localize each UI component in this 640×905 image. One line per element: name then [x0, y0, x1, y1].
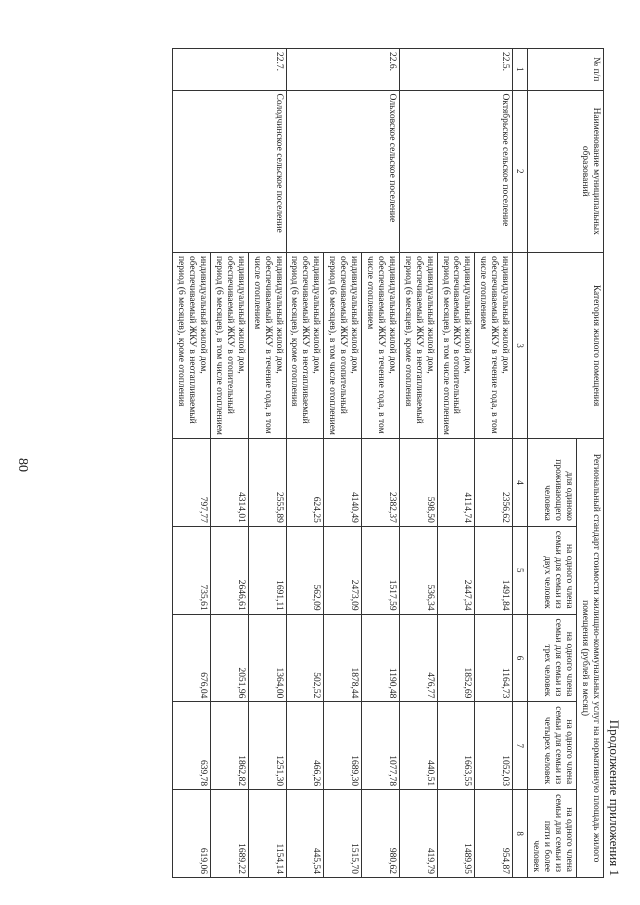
value-cell: 2555,89	[248, 439, 286, 527]
header-sub-5: на одного члена семьи для семьи из пяти и более человек	[528, 790, 577, 878]
rotated-table-sheet	[57, 48, 622, 878]
category-text: индивидуальный жилой дом, обеспечиваемый ЖКУ в неотапливаемый период (6 месяцев), кроме отопления	[286, 252, 324, 438]
value-cell: 1689,22	[211, 790, 249, 878]
header-num: № п/п	[528, 49, 604, 91]
housing-cost-table	[172, 48, 604, 878]
col-index: 8	[513, 790, 528, 878]
col-index: 2	[513, 90, 528, 252]
header-sub-3: на одного члена семьи для семьи из трех человек	[528, 614, 577, 702]
value-cell: 2447,34	[437, 526, 475, 614]
col-index: 4	[513, 439, 528, 527]
value-cell: 502,52	[286, 614, 324, 702]
value-cell: 1663,55	[437, 702, 475, 790]
value-cell: 2473,09	[324, 526, 362, 614]
row-number: 22.6.	[286, 49, 399, 91]
table-row	[475, 49, 513, 878]
category-text: индивидуальный жилой дом, обеспечиваемый ЖКУ в течение года, в том числе отоплением	[362, 252, 400, 438]
continuation-note: Продолжение приложения 1	[607, 719, 622, 876]
value-cell: 676,04	[173, 614, 211, 702]
value-cell: 1862,82	[211, 702, 249, 790]
table-row	[362, 49, 400, 878]
value-cell: 1852,69	[437, 614, 475, 702]
value-cell: 1515,70	[324, 790, 362, 878]
value-cell: 1517,59	[362, 526, 400, 614]
value-cell: 476,77	[399, 614, 437, 702]
value-cell: 735,61	[173, 526, 211, 614]
column-index-row	[513, 49, 528, 878]
category-text: индивидуальный жилой дом, обеспечиваемый ЖКУ в отопительный период (6 месяцев), в том числе отоплением	[211, 252, 249, 438]
value-cell: 1489,95	[437, 790, 475, 878]
category-text: индивидуальный жилой дом, обеспечиваемый ЖКУ в течение года, в том числе отоплением	[475, 252, 513, 438]
value-cell: 1251,30	[248, 702, 286, 790]
value-cell: 1077,78	[362, 702, 400, 790]
category-text: индивидуальный жилой дом, обеспечиваемый ЖКУ в неотапливаемый период (6 месяцев), кроме отопления	[173, 252, 211, 438]
value-cell: 2051,96	[211, 614, 249, 702]
col-index: 1	[513, 49, 528, 91]
value-cell: 624,25	[286, 439, 324, 527]
header-municipality: Наименование муниципальных образований	[528, 90, 604, 252]
category-text: индивидуальный жилой дом, обеспечиваемый ЖКУ в отопительный период (6 месяцев), в том числе отоплением	[324, 252, 362, 438]
value-cell: 954,87	[475, 790, 513, 878]
municipality-name: Ольховское сельское поселение	[286, 90, 399, 252]
value-cell: 536,34	[399, 526, 437, 614]
value-cell: 1154,14	[248, 790, 286, 878]
value-cell: 619,06	[173, 790, 211, 878]
category-text: индивидуальный жилой дом, обеспечиваемый ЖКУ в отопительный период (6 месяцев), в том числе отоплением	[437, 252, 475, 438]
header-sub-1: для одиноко проживающего человека	[528, 439, 577, 527]
value-cell: 2382,37	[362, 439, 400, 527]
col-index: 3	[513, 252, 528, 438]
value-cell: 1689,30	[324, 702, 362, 790]
value-cell: 2646,61	[211, 526, 249, 614]
value-cell: 466,26	[286, 702, 324, 790]
value-cell: 4114,74	[437, 439, 475, 527]
header-sub-2: на одного члена семьи для семьи из двух человек	[528, 526, 577, 614]
value-cell: 1052,03	[475, 702, 513, 790]
value-cell: 562,09	[286, 526, 324, 614]
value-cell: 440,51	[399, 702, 437, 790]
page-number: 80	[15, 458, 30, 472]
value-cell: 1878,44	[324, 614, 362, 702]
header-category: Категория жилого помещения	[528, 252, 604, 438]
col-index: 6	[513, 614, 528, 702]
col-index: 5	[513, 526, 528, 614]
value-cell: 797,77	[173, 439, 211, 527]
value-cell: 4140,49	[324, 439, 362, 527]
value-cell: 1190,48	[362, 614, 400, 702]
value-cell: 598,50	[399, 439, 437, 527]
value-cell: 980,62	[362, 790, 400, 878]
municipality-name: Октябрьское сельское поселение	[399, 90, 512, 252]
value-cell: 639,78	[173, 702, 211, 790]
value-cell: 1691,11	[248, 526, 286, 614]
municipality-name: Солодчинское сельское поселение	[173, 90, 286, 252]
header-sub-4: на одного члена семьи для семьи из четырех человек	[528, 702, 577, 790]
category-text: индивидуальный жилой дом, обеспечиваемый ЖКУ в течение года, в том числе отоплением	[248, 252, 286, 438]
category-text: индивидуальный жилой дом, обеспечиваемый ЖКУ в неотапливаемый период (6 месяцев), кроме отопления	[399, 252, 437, 438]
col-index: 7	[513, 702, 528, 790]
row-number: 22.7.	[173, 49, 286, 91]
value-cell: 1491,84	[475, 526, 513, 614]
table-row	[248, 49, 286, 878]
value-cell: 1364,00	[248, 614, 286, 702]
value-cell: 1164,73	[475, 614, 513, 702]
value-cell: 2356,62	[475, 439, 513, 527]
value-cell: 445,54	[286, 790, 324, 878]
header-group-title: Региональный стандарт стоимости жилищно-коммунальных услуг на нормативную площадь жилого помещения (рублей в месяц)	[577, 439, 604, 878]
row-number: 22.5.	[399, 49, 512, 91]
value-cell: 419,79	[399, 790, 437, 878]
value-cell: 4314,01	[211, 439, 249, 527]
